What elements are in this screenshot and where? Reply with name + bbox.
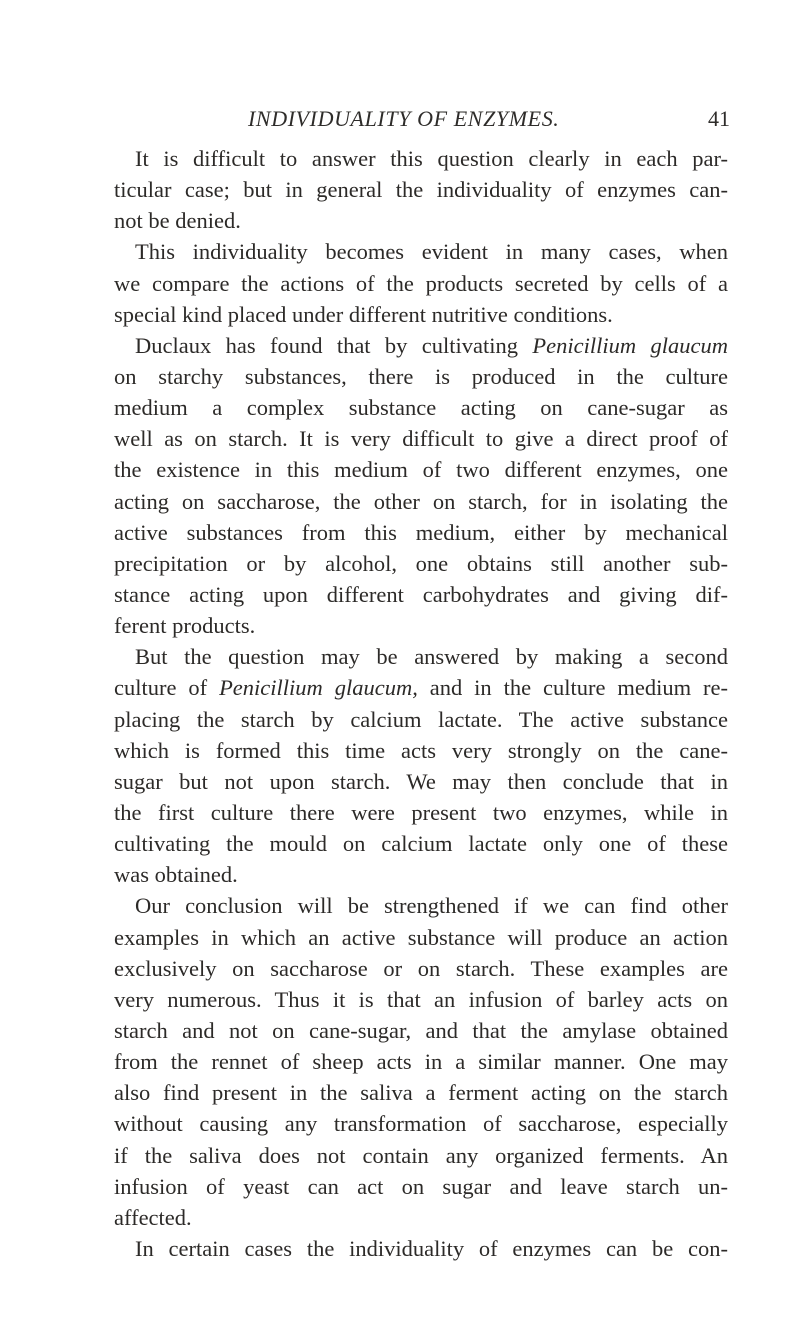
text-line: active substances from this medium, either by mechanical — [114, 519, 728, 545]
text-line: medium a complex substance acting on cane-sugar as — [114, 395, 728, 421]
text-line: But the question may be answered by making a second — [135, 644, 728, 670]
text-line: we compare the actions of the products secreted by cells of a — [114, 270, 728, 296]
text-line: which is formed this time acts very strongly on the cane- — [114, 737, 728, 763]
text-line: precipitation or by alcohol, one obtains still another sub- — [114, 550, 728, 576]
text-line: Our conclusion will be strengthened if we can find other — [135, 893, 728, 919]
text-segment: Duclaux has found that by cultivating — [135, 332, 519, 358]
text-line: starch and not on cane-sugar, and that the amylase obtained — [114, 1017, 728, 1043]
text-line: acting on saccharose, the other on starch, for in isolating the — [114, 488, 728, 514]
text-line: stance acting upon different carbohydrates and giving dif- — [114, 581, 728, 607]
text-line: ferent products. — [114, 613, 256, 639]
text-line: cultivating the mould on calcium lactate only one of these — [114, 831, 728, 857]
text-segment: culture of — [114, 675, 208, 701]
chapter-title: INDIVIDUALITY OF ENZYMES. — [248, 106, 560, 131]
text-line: It is difficult to answer this question clearly in each par- — [135, 146, 728, 171]
text-line: if the saliva does not contain any organized ferments. An — [114, 1142, 728, 1168]
text-line: very numerous. Thus it is that an infusion of barley acts on — [114, 986, 728, 1012]
text-line: examples in which an active substance will produce an action — [114, 924, 728, 950]
text-line: not be denied. — [114, 208, 241, 234]
page-number: 41 — [708, 106, 730, 131]
text-line: the first culture there were present two enzymes, while in — [114, 799, 728, 825]
text-line: also find present in the saliva a ferment acting on the starch — [114, 1080, 728, 1106]
text-line: placing the starch by calcium lactate. The active substance — [114, 706, 728, 732]
running-head — [140, 106, 732, 140]
text-line — [114, 672, 728, 703]
text-line: was obtained. — [114, 862, 238, 888]
species-name: Penicillium glaucum, — [219, 675, 418, 701]
text-line: on starchy substances, there is produced in the culture — [114, 363, 728, 389]
text-line: infusion of yeast can act on sugar and leave starch un- — [114, 1173, 728, 1199]
text-line: This individuality becomes evident in many cases, when — [135, 239, 728, 265]
text-line: from the rennet of sheep acts in a similar manner. One may — [114, 1049, 728, 1075]
text-segment: and in the culture medium re- — [429, 675, 729, 701]
text-line: exclusively on saccharose or on starch. These examples are — [114, 955, 728, 981]
body-text — [114, 143, 728, 1264]
text-line: ticular case; but in general the individuality of enzymes can- — [114, 177, 728, 203]
text-line — [114, 330, 728, 361]
text-line: without causing any transformation of saccharose, especially — [114, 1111, 728, 1137]
text-line: the existence in this medium of two different enzymes, one — [114, 457, 728, 483]
text-line: well as on starch. It is very difficult to give a direct proof of — [114, 426, 728, 452]
text-line: special kind placed under different nutritive conditions. — [114, 301, 613, 327]
text-line: In certain cases the individuality of enzymes can be con- — [135, 1235, 728, 1261]
text-line: sugar but not upon starch. We may then conclude that in — [114, 768, 728, 794]
text-line: affected. — [114, 1204, 192, 1230]
species-name: Penicillium glaucum — [532, 332, 728, 358]
